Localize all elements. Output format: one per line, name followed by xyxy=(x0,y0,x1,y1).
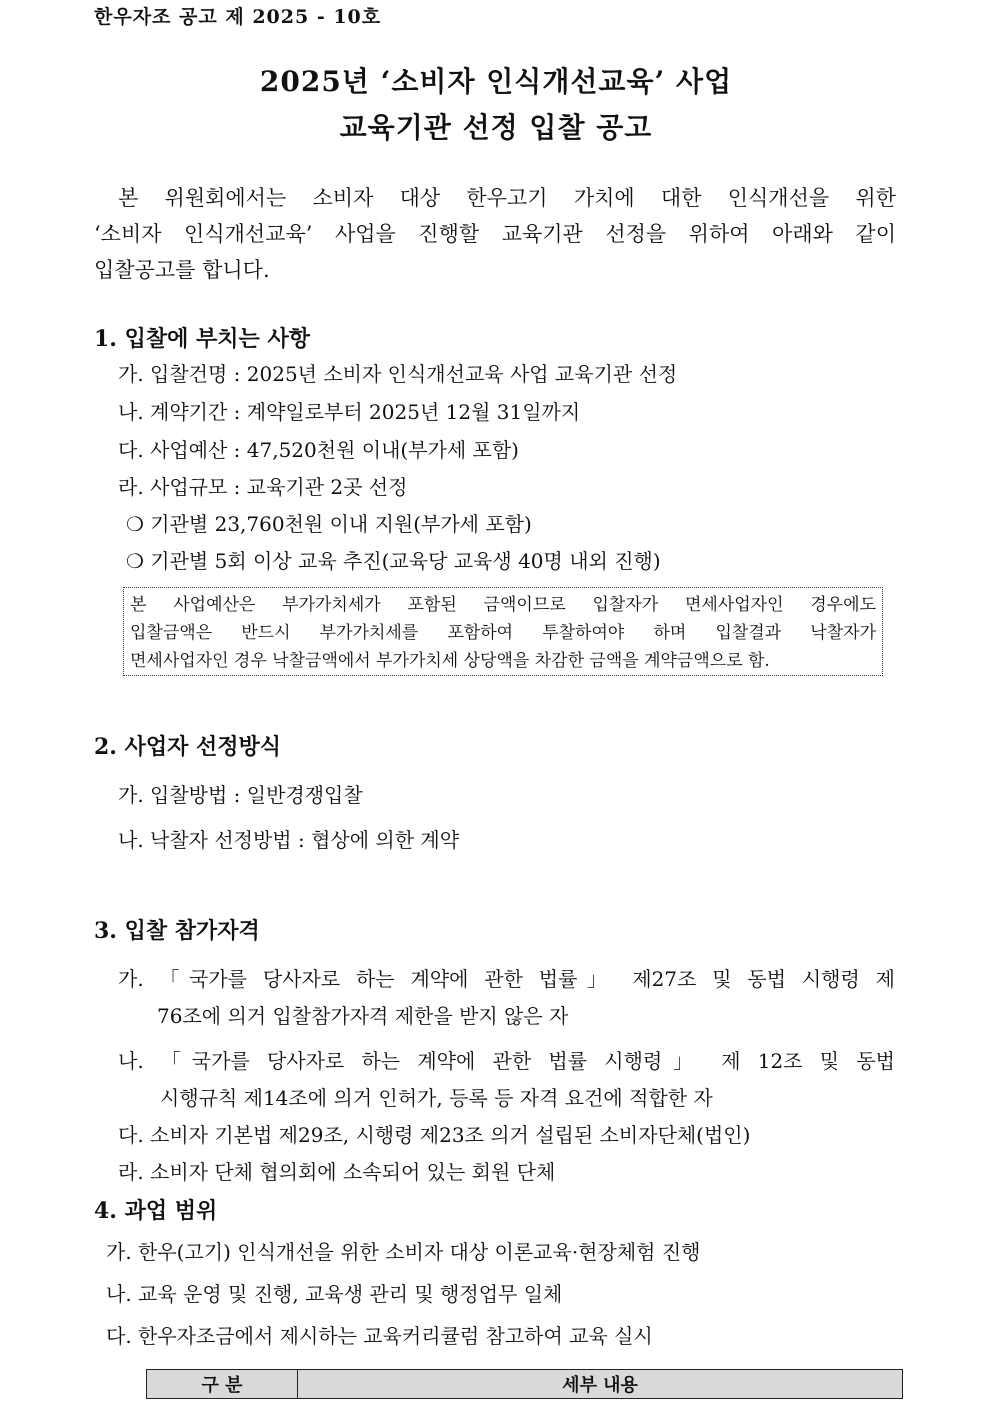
section-1-item-na: 나. 계약기간 : 계약일로부터 2025년 12월 31일까지 xyxy=(118,400,581,424)
section-1-bullet-1: ❍ 기관별 23,760천원 이내 지원(부가세 포함) xyxy=(126,512,532,536)
section-1-heading: 1. 입찰에 부치는 사항 xyxy=(94,326,310,352)
section-3-item-ra: 라. 소비자 단체 협의회에 소속되어 있는 회원 단체 xyxy=(118,1160,556,1184)
section-2-item-na: 나. 낙찰자 선정방법 : 협상에 의한 계약 xyxy=(118,828,460,852)
section-3-item-ga: 가. 「국가를 당사자로 하는 계약에 관한 법률」 제27조 및 동법 시행령 제 xyxy=(118,967,895,991)
page-title-line2: 교육기관 선정 입찰 공고 xyxy=(339,111,653,144)
table-header-row xyxy=(147,1370,903,1399)
curriculum-table xyxy=(146,1369,903,1399)
budget-notice-line-2: 입찰금액은 반드시 부가가치세를 포함하여 투찰하여야 하며 입찰결과 낙찰자가 xyxy=(130,623,876,643)
section-3-item-ga-cont: 76조에 의거 입찰참가자격 제한을 받지 않은 자 xyxy=(157,1004,569,1028)
page-title-line1: 2025년 ‘소비자 인식개선교육’ 사업 xyxy=(259,65,733,98)
intro-line-1: 본 위원회에서는 소비자 대상 한우고기 가치에 대한 인식개선을 위한 xyxy=(118,186,896,210)
section-1-item-ra: 라. 사업규모 : 교육기관 2곳 선정 xyxy=(118,475,408,499)
intro-line-2: ‘소비자 인식개선교육’ 사업을 진행할 교육기관 선정을 위하여 아래와 같이 xyxy=(94,222,896,246)
section-4-item-na: 나. 교육 운영 및 진행, 교육생 관리 및 행정업무 일체 xyxy=(106,1282,563,1306)
table-header-details: 세부 내용 xyxy=(298,1370,903,1399)
budget-notice-line-1: 본 사업예산은 부가가치세가 포함된 금액이므로 입찰자가 면세사업자인 경우에도 xyxy=(130,595,876,615)
section-1-item-ga: 가. 입찰건명 : 2025년 소비자 인식개선교육 사업 교육기관 선정 xyxy=(118,362,678,386)
section-2-item-ga: 가. 입찰방법 : 일반경쟁입찰 xyxy=(118,783,363,807)
section-4-heading: 4. 과업 범위 xyxy=(94,1198,218,1224)
section-1-item-da: 다. 사업예산 : 47,520천원 이내(부가세 포함) xyxy=(118,438,519,462)
intro-line-3: 입찰공고를 합니다. xyxy=(94,258,270,282)
section-3-item-na-cont: 시행규칙 제14조에 의거 인허가, 등록 등 자격 요건에 적합한 자 xyxy=(160,1086,713,1110)
budget-notice-line-3: 면세사업자인 경우 낙찰금액에서 부가가치세 상당액을 차감한 금액을 계약금액으로 함. xyxy=(130,651,770,671)
table-header-category: 구 분 xyxy=(147,1370,298,1399)
section-1-bullet-2: ❍ 기관별 5회 이상 교육 추진(교육당 교육생 40명 내외 진행) xyxy=(126,549,661,573)
document-number: 한우자조 공고 제 2025 - 10호 xyxy=(94,6,382,28)
budget-notice-box xyxy=(123,587,883,676)
section-4-item-ga: 가. 한우(고기) 인식개선을 위한 소비자 대상 이론교육·현장체험 진행 xyxy=(106,1240,701,1264)
section-2-heading: 2. 사업자 선정방식 xyxy=(94,734,282,760)
section-3-heading: 3. 입찰 참가자격 xyxy=(94,918,260,944)
section-4-item-da: 다. 한우자조금에서 제시하는 교육커리큘럼 참고하여 교육 실시 xyxy=(106,1324,653,1348)
section-3-item-da: 다. 소비자 기본법 제29조, 시행령 제23조 의거 설립된 소비자단체(법인) xyxy=(118,1123,751,1147)
section-3-item-na: 나. 「국가를 당사자로 하는 계약에 관한 법률 시행령」 제 12조 및 동법 xyxy=(118,1049,895,1073)
